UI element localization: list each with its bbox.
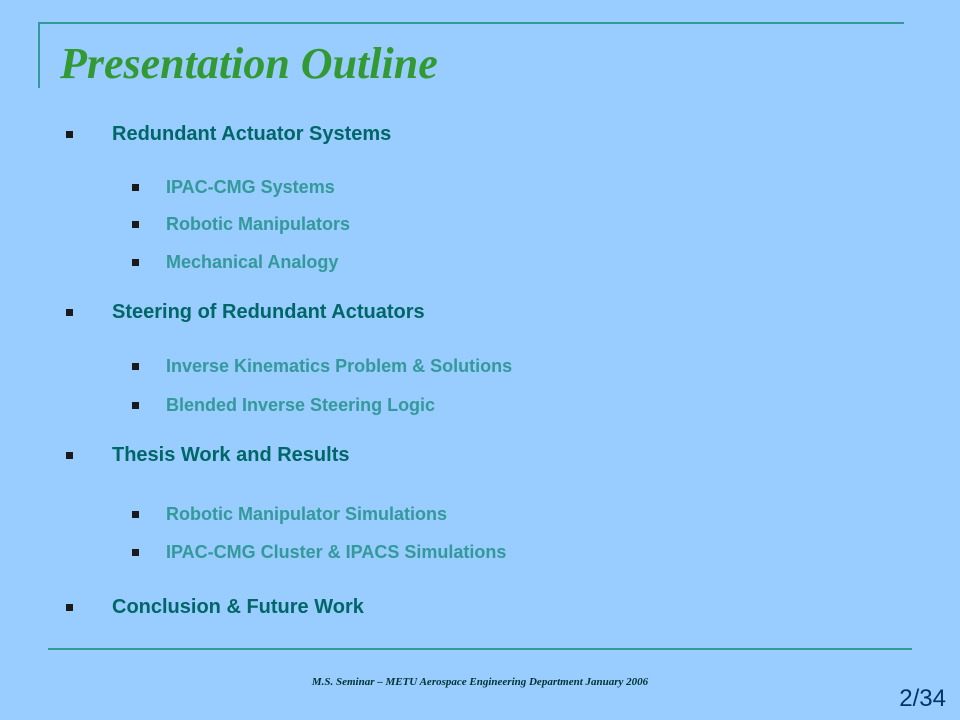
outline-subitem — [166, 394, 435, 416]
outline-item — [112, 443, 349, 467]
outline-subitem-text: Robotic Manipulator Simulations — [166, 504, 448, 524]
outline-subitem-text: IPAC-CMG Cluster & IPACS Simulations — [166, 542, 507, 562]
outline-subitem-text: Mechanical Analogy — [166, 252, 339, 272]
outline-item — [112, 595, 364, 619]
outline-item-text: Thesis Work and Results — [112, 444, 350, 466]
outline-subitem — [166, 541, 506, 563]
outline-item — [112, 300, 425, 324]
outline-subitem — [166, 503, 447, 525]
square-bullet-icon — [132, 549, 139, 556]
outline-subitem-text: Blended Inverse Steering Logic — [166, 395, 436, 415]
outline-item — [112, 122, 391, 146]
square-bullet-icon — [132, 402, 139, 409]
outline-subitem — [166, 176, 335, 198]
square-bullet-icon — [132, 221, 139, 228]
outline-subitem-text: Inverse Kinematics Problem & Solutions — [166, 356, 513, 376]
outline-item-text: Steering of Redundant Actuators — [112, 301, 425, 323]
outline-item-text: Redundant Actuator Systems — [112, 123, 392, 145]
bottom-rule — [48, 648, 912, 650]
outline-subitem — [166, 251, 338, 273]
footer-text: M.S. Seminar – METU Aerospace Engineering Department January 2006 — [311, 676, 649, 688]
slide-title: Presentation Outline — [60, 39, 438, 88]
page-number: 2/34 — [899, 685, 946, 712]
square-bullet-icon — [132, 184, 139, 191]
square-bullet-icon — [132, 259, 139, 266]
square-bullet-icon — [66, 309, 73, 316]
outline-subitem — [166, 355, 512, 377]
outline-subitem — [166, 213, 350, 235]
outline-subitem-text: IPAC-CMG Systems — [166, 177, 335, 197]
square-bullet-icon — [132, 363, 139, 370]
outline-subitem-text: Robotic Manipulators — [166, 214, 350, 234]
square-bullet-icon — [66, 604, 73, 611]
outline-item-text: Conclusion & Future Work — [112, 596, 364, 618]
square-bullet-icon — [132, 511, 139, 518]
square-bullet-icon — [66, 452, 73, 459]
square-bullet-icon — [66, 131, 73, 138]
